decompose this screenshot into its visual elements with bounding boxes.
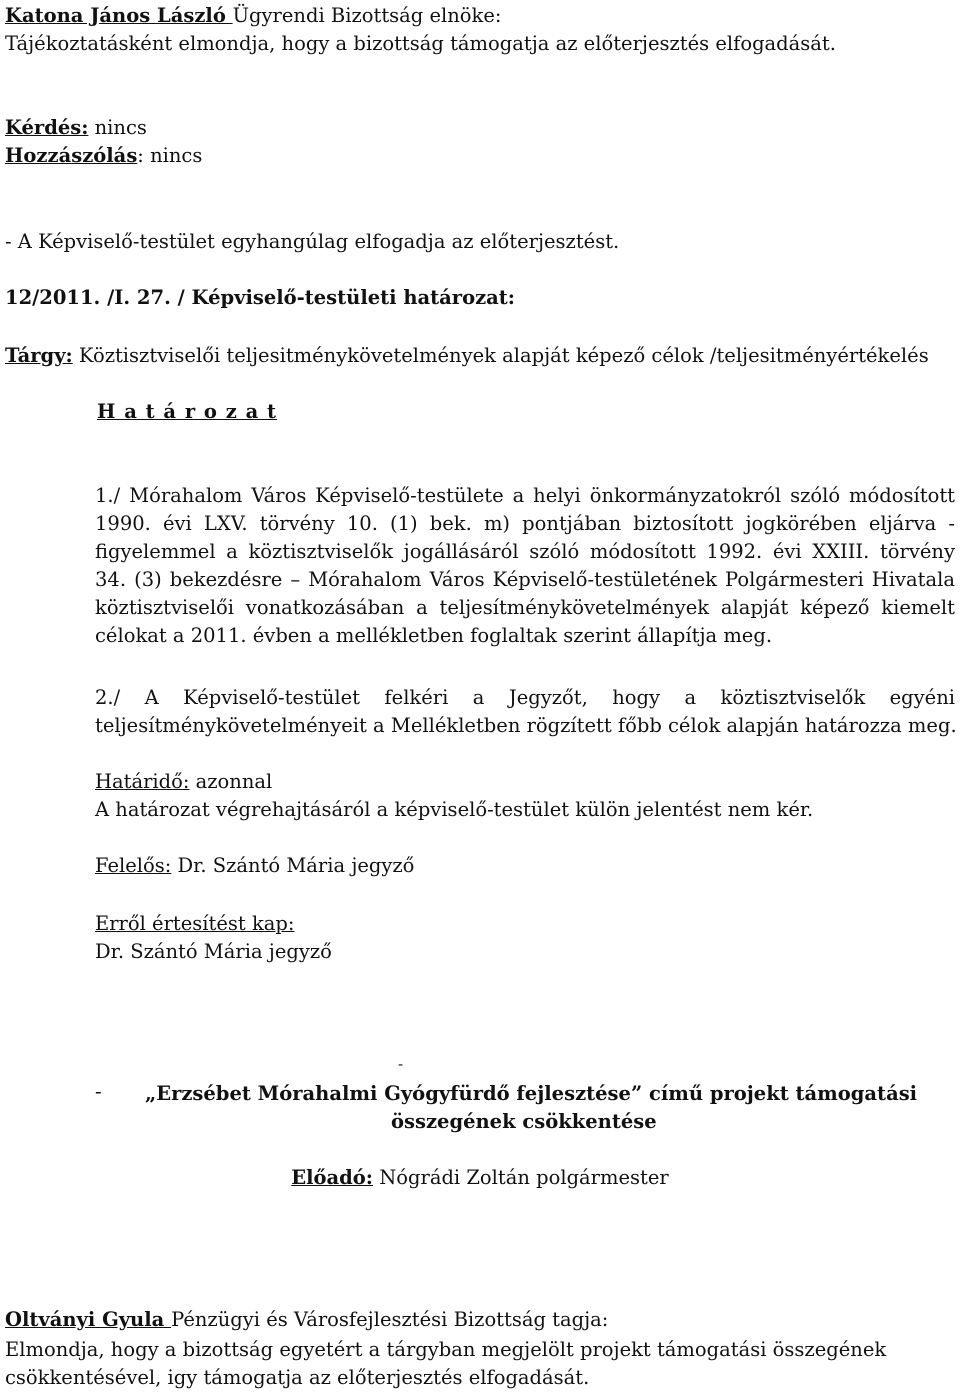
- paragraph-line: 1990. évi LXV. törvény 10. (1) bek. m) pontjában biztosított jogkörében eljárva -: [95, 512, 955, 535]
- comment-label: Hozzászólás: [5, 144, 138, 167]
- list-dash: -: [95, 1080, 102, 1103]
- speaker-role: Ügyrendi Bizottság elnöke:: [232, 4, 502, 27]
- deadline-value: azonnal: [189, 770, 273, 793]
- paragraph-line: figyelemmel a köztisztviselők jogállásáról szóló módosított 1992. évi XXIII. törvény: [95, 540, 955, 563]
- presenter-line: [0, 1164, 960, 1192]
- item-title-line-2: összegének csökkentése: [391, 1110, 657, 1133]
- paragraph-line: célokat a 2011. évben a mellékletben foglaltak szerint állapítja meg.: [95, 624, 773, 647]
- comment-line: [5, 142, 202, 170]
- paragraph-line: 1./ Mórahalom Város Képviselő-testülete a helyi önkormányzatokról szóló módosított: [95, 484, 955, 507]
- small-dash: -: [398, 1055, 404, 1073]
- speaker-line: [5, 1306, 608, 1334]
- statement-line: csökkentésével, igy támogatja az előterjesztés elfogadását.: [5, 1366, 590, 1389]
- paragraph-line: 2./ A Képviselő-testület felkéri a Jegyzőt, hogy a köztisztviselők egyéni: [95, 686, 955, 709]
- deadline-label: Határidő:: [95, 770, 190, 793]
- paragraph-1: [95, 482, 955, 650]
- resolution-number: 12/2011. /I. 27. / Képviselő-testületi határozat:: [5, 286, 515, 309]
- responsible-line: [95, 852, 955, 880]
- notify-label: Erről értesítést kap:: [95, 912, 295, 935]
- question-label: Kérdés:: [5, 116, 89, 139]
- speaker-name: Oltványi Gyula: [5, 1308, 172, 1331]
- subject-label: Tárgy:: [5, 344, 73, 367]
- presenter-value: Nógrádi Zoltán polgármester: [373, 1166, 669, 1189]
- item-title-line-1: „Erzsébet Mórahalmi Gyógyfürdő fejlesztése” című projekt támogatási: [145, 1082, 918, 1105]
- statement-line: Elmondja, hogy a bizottság egyetért a tárgyban megjelölt projekt támogatási összegének: [5, 1338, 887, 1361]
- question-value: nincs: [88, 116, 147, 139]
- paragraph-line: 34. (3) bekezdésre – Mórahalom Város Képviselő-testületének Polgármesteri Hivatala: [95, 568, 955, 591]
- paragraph-line: köztisztviselői vonatkozásában a teljesítménykövetelmények alapját képező kiemelt: [95, 596, 955, 619]
- resolution-heading: H a t á r o z a t: [97, 400, 278, 423]
- vote-result: - A Képviselő-testület egyhangúlag elfogadja az előterjesztést.: [5, 230, 620, 253]
- statement: Tájékoztatásként elmondja, hogy a bizottság támogatja az előterjesztés elfogadását.: [5, 32, 836, 55]
- subject-line: [5, 342, 929, 370]
- deadline-line: [95, 768, 955, 796]
- responsible-label: Felelős:: [95, 854, 172, 877]
- comment-value: : nincs: [137, 144, 203, 167]
- question-line: [5, 114, 147, 142]
- speaker-line: [5, 2, 501, 30]
- report-note: A határozat végrehajtásáról a képviselő-testület külön jelentést nem kér.: [95, 798, 814, 821]
- speaker-name: Katona János László: [5, 4, 233, 27]
- paragraph-2: [95, 684, 955, 740]
- presenter-label: Előadó:: [291, 1166, 374, 1189]
- notify-value: Dr. Szántó Mária jegyző: [95, 940, 332, 963]
- speaker-role: Pénzügyi és Városfejlesztési Bizottság tagja:: [171, 1308, 609, 1331]
- subject-text: Köztisztviselői teljesitménykövetelmények alapját képező célok /teljesitményértékelés: [72, 344, 929, 367]
- paragraph-line: teljesítménykövetelményeit a Mellékletben rögzített főbb célok alapján határozza meg.: [95, 714, 957, 737]
- responsible-value: Dr. Szántó Mária jegyző: [171, 854, 415, 877]
